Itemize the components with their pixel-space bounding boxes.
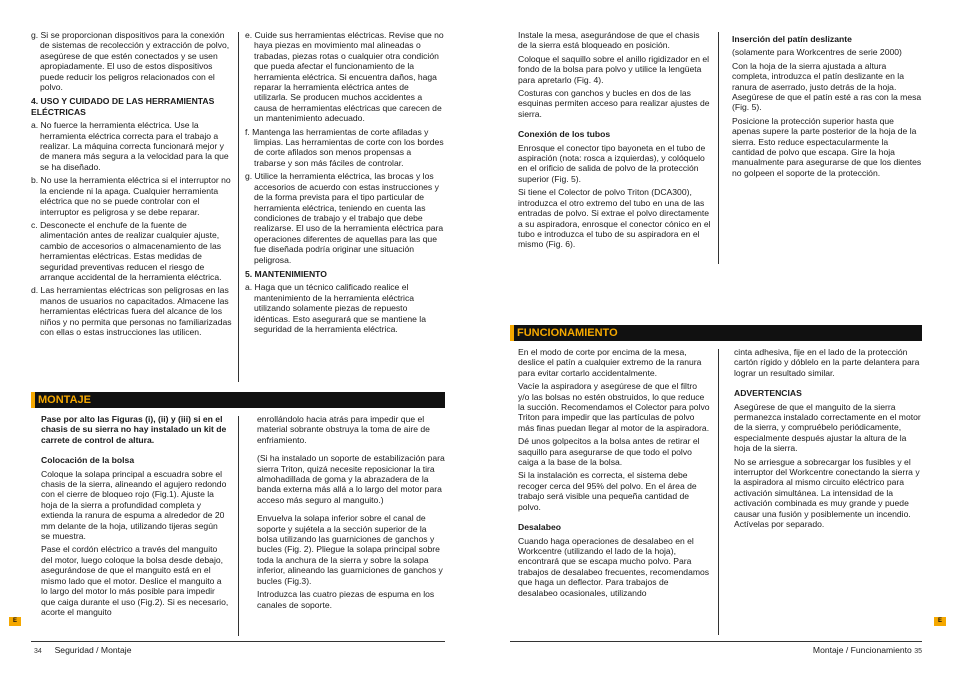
page-number-right: 35 — [914, 648, 922, 655]
left-col-3 — [41, 414, 229, 620]
section-title-montaje: MONTAJE — [38, 394, 91, 406]
column-divider — [718, 32, 719, 264]
paragraph: Vacíe la aspiradora y asegúrese de que el filtro y/o las bolsas no estén obstruidos, lo que reduce la succión. Recomendamos el Colector para polvo Triton para impedir que las partículas de polvo más finas puedan llegar al motor de la aspiradora. — [518, 381, 710, 433]
paragraph: (solamente para Workcentres de serie 2000) — [732, 47, 902, 58]
paragraph: Si tiene el Colector de polvo Triton (DCA300), introduzca el otro extremo del tubo en una de las entradas de polvo. Si extrae el polvo directamente a su aspiradora, enrosque el conector cónico en el tubo e introduzca el tubo de su aspiradora en el mismo (Fig. 6). — [518, 187, 711, 250]
section-heading: ADVERTENCIAS — [734, 388, 802, 399]
footer-section-left: Seguridad / Montaje — [54, 645, 132, 655]
language-tab-right: E — [934, 617, 946, 626]
footer-right — [790, 645, 922, 657]
list-item: a. No fuerce la herramienta eléctrica. Use la herramienta eléctrica correcta para el trabajo a realizar. La máquina correcta funcionará mejor y de manera más segura a la velocidad para la que se ha diseñado. — [31, 120, 229, 172]
section-bar-funcionamiento — [510, 325, 922, 341]
list-item: g. Si se proporcionan dispositivos para la conexión de sistemas de recolección y extracción de polvo, asegúrese de que estén conectados y se usen apropiadamente. El uso de estos dispositivos puede reducir los peligros relacionados con el polvo. — [31, 30, 230, 93]
section-title-funcionamiento: FUNCIONAMIENTO — [517, 327, 618, 339]
footer-section-right: Montaje / Funcionamiento — [812, 645, 912, 655]
paragraph: Cuando haga operaciones de desalabeo en el Workcentre (utilizando el lado de la hoja), encontrará que se escapa mucho polvo. Para trabajos de desalabeo frecuentes, recomendamos que haga un deflector. Para trabajos de desalabeo ocasionales, utilizando — [518, 535, 710, 598]
section-heading: 4. USO Y CUIDADO DE LAS HERRAMIENTAS ELÉCTRICAS — [31, 96, 215, 117]
paragraph: Instale la mesa, asegurándose de que el chasis de la sierra está bloqueado en posición. — [518, 30, 700, 51]
paragraph: Si la instalación es correcta, el sistema debe recoger cerca del 95% del polvo. En el área de trabajo será visible una pequeña cantidad de polvo. — [518, 470, 697, 512]
paragraph: cinta adhesiva, fije en el lado de la protección cartón rígido y dóblelo en la parte delantera para lograr un resultado similar. — [734, 347, 920, 378]
column-divider — [718, 349, 719, 635]
left-col-1 — [31, 30, 234, 340]
paragraph: Con la hoja de la sierra ajustada a altura completa, introduzca el patín deslizante en la ranura de aserrado, justo detrás de la hoja. Asegúrese de que el patín esté a ras con la mesa (Fig. 5). — [732, 60, 922, 113]
paragraph: Enrosque el conector tipo bayoneta en el tubo de aspiración (nota: rosca a izquierdas), y colóquelo en el orificio de salida de polvo de la protección superior (Fig. 5). — [518, 142, 706, 184]
paragraph: Envuelva la solapa inferior sobre el canal de soporte y sujétela a la sección superior de la bolsa utilizando las guarniciones de ganchos y bucles (Fig. 2). Pliegue la solapa principal sobre toda la anchura de la sierra y sobre la solapa inferior, alineando las guarniciones de ganchos y bucles (Fig.3). — [257, 513, 443, 586]
section-heading: Inserción del patín deslizante — [732, 34, 852, 44]
paragraph: En el modo de corte por encima de la mesa, deslice el patín a cualquier extremo de la ranura para evitar cortarlo accidentalmente. — [518, 347, 702, 378]
right-col-3 — [518, 347, 710, 601]
list-item: d. Las herramientas eléctricas son peligrosas en las manos de usuarios no capacitados. Almacene las herramientas eléctricas fuera del alcance de los niños y no permita que personas no familiarizadas con ellas o estas instrucciones las utilicen. — [31, 285, 232, 337]
paragraph: Costuras con ganchos y bucles en dos de las esquinas permiten acceso para realizar ajustes de sierra. — [518, 88, 710, 119]
section-bar-accent — [510, 325, 514, 341]
paragraph: enrollándolo hacia atrás para impedir que el material sobrante obstruya la toma de aire de enfriamiento. — [257, 414, 430, 445]
page-number-left: 34 — [34, 648, 42, 655]
language-tab-left: E — [9, 617, 21, 626]
list-item: a. Haga que un técnico calificado realice el mantenimiento de la herramienta eléctrica utilizando solamente piezas de repuesto idénticas. Esto asegurará que se mantiene la seguridad de la herramienta eléctrica. — [245, 282, 426, 334]
left-col-4 — [257, 414, 445, 613]
section-heading: 5. MANTENIMIENTO — [245, 268, 327, 279]
footer-rule-left — [31, 641, 445, 642]
section-heading: Colocación de la bolsa — [41, 455, 135, 466]
right-col-4 — [734, 347, 922, 533]
footer-left — [34, 645, 132, 657]
paragraph: Coloque el saquillo sobre el anillo rigidizador en el fondo de la bolsa para polvo y utilice la lengüeta para apretarlo (Fig. 4). — [518, 53, 710, 85]
paragraph: Introduzca las cuatro piezas de espuma en los canales de soporte. — [257, 589, 435, 610]
footer-rule-right — [510, 641, 922, 642]
right-col-2 — [732, 30, 922, 181]
bold-note: Pase por alto las Figuras (i), (ii) y (iii) si en el chasis de su sierra no hay instalado un kit de carrete de control de altura. — [41, 414, 227, 445]
list-item: e. Cuide sus herramientas eléctricas. Revise que no haya piezas en movimiento mal alineadas o trabadas, piezas rotas o cualquier otra condición que pueda afectar el funcionamiento de la herramienta eléctrica. Si encuentra daños, haga reparar la herramienta eléctrica antes de utilizarla. Se producen muchos accidentes a causa de herramientas eléctricas que carecen de un mantenimiento adecuado. — [245, 30, 444, 124]
paragraph: Asegúrese de que el manguito de la sierra permanezca instalado correctamente en el motor de la sierra, y compruébelo periódicamente, especialmente después ajustar la altura de la hoja de la sierra. — [734, 401, 921, 454]
section-bar-montaje — [31, 392, 445, 408]
list-item: g. Utilice la herramienta eléctrica, las brocas y los accesorios de acuerdo con estas instrucciones y de la forma prevista para el tipo particular de herramienta eléctrica, teniendo en cuenta las condiciones de trabajo y el trabajo que debe realizarse. El uso de la herramienta eléctrica para operaciones diferentes de aquellas para las que fue diseñada podría originar une situación peligrosa. — [245, 171, 444, 265]
paragraph: Posicione la protección superior hasta que apenas supere la parte posterior de la hoja de la sierra. Esto reduce espectacularmente la cantidad de polvo que escapa. Gire la hoja manualmente para asegurarse de que los dientes no golpeen el soporte de la protección. — [732, 115, 922, 178]
paragraph: Coloque la solapa principal a escuadra sobre el chasis de la sierra, alineando el agujero redondo con el cierre de bloqueo rojo (Fig.1). Ajuste la hoja de la sierra a profundidad completa y extienda la ranura de espuma a alrededor de 20 mm delante de la hoja, utilizando tijeras según se muestra. — [41, 468, 227, 542]
left-col-2 — [245, 30, 445, 337]
right-col-1 — [518, 30, 711, 253]
paragraph: No se arriesgue a sobrecargar los fusibles y el interruptor del Workcentre conectando la sierra y la aspiradora al mismo circuito eléctrico para activación simultánea. La intensidad de la activación combinada es muy grande y puede causar una fusión y posiblemente un incendio. Actívelas por separado. — [734, 456, 920, 530]
section-heading: Conexión de los tubos — [518, 129, 611, 140]
section-heading: Desalabeo — [518, 522, 561, 533]
column-divider — [238, 32, 239, 382]
list-item: c. Desconecte el enchufe de la fuente de alimentación antes de realizar cualquier ajuste, cambio de accesorios o almacenamiento de las herramientas eléctricas. Estas medidas de seguridad preventivas reducen el riesgo de arranque accidental de la herramienta eléctrica. — [31, 219, 222, 282]
paragraph: Pase el cordón eléctrico a través del manguito del motor, luego coloque la bolsa desde debajo, asegurándose de que el manguito está en el mismo lado que el motor. Deslice el manguito a lo largo del motor lo más posible para impedir que caiga durante el uso (Fig.2). Si es necesario, acorte el manguito — [41, 544, 229, 617]
column-divider — [238, 416, 239, 636]
paragraph: Dé unos golpecitos a la bolsa antes de retirar el saquillo para asegurarse de que todo el polvo caiga a la base de la bolsa. — [518, 436, 700, 468]
section-bar-accent — [31, 392, 35, 408]
list-item: b. No use la herramienta eléctrica si el interruptor no la enciende ni la apaga. Cualquier herramienta eléctrica que no se puede controlar con el interruptor es peligrosa y se debe reparar. — [31, 175, 231, 217]
list-item: f. Mantenga las herramientas de corte afiladas y limpias. Las herramientas de corte con los bordes de corte afilados son menos propensas a trabarse y son más fáciles de controlar. — [245, 126, 444, 168]
paragraph: (Si ha instalado un soporte de estabilización para sierra Triton, quizá necesite reposicionar la tira almohadillada de goma y la abrazadera de la banda externa más allá a lo largo del motor para acceso más seguro al manguito.) — [257, 453, 445, 505]
